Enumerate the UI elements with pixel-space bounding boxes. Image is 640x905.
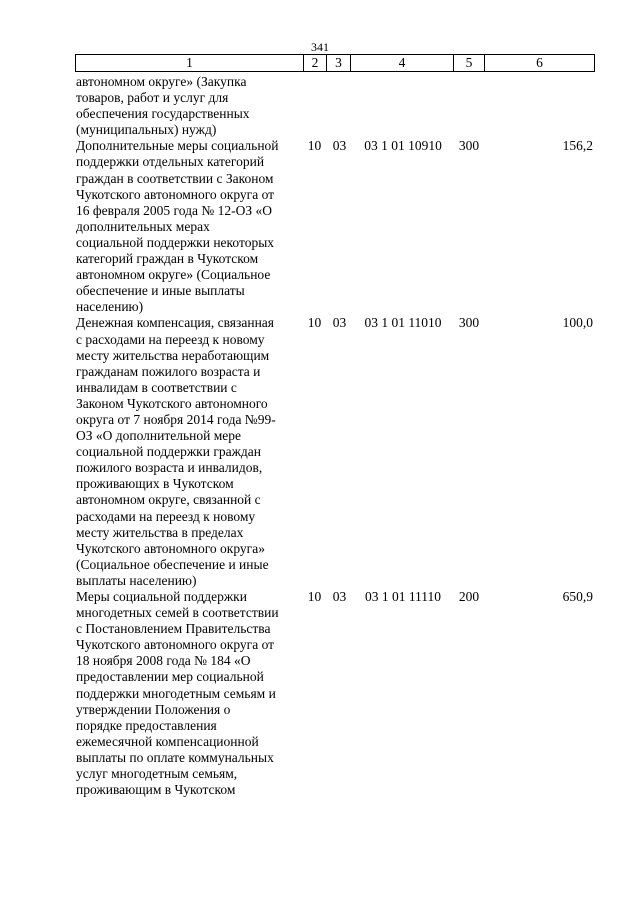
row-amount	[485, 74, 596, 138]
table-row	[76, 589, 596, 798]
header-col-4: 4	[351, 55, 454, 71]
header-col-3: 3	[327, 55, 351, 71]
row-target-code: 03 1 01 11010	[364, 315, 442, 331]
row-subsection: 03	[332, 589, 347, 604]
row-subsection	[326, 74, 353, 138]
row-description: автономном округе» (Закупка товаров, работ и услуг для обеспечения государственных (муниципальных) нужд)	[76, 74, 250, 138]
row-target-code: 03 1 01 10910	[364, 138, 442, 154]
header-col-5: 5	[454, 55, 485, 71]
table-row	[76, 138, 596, 315]
row-section	[303, 74, 326, 138]
row-section: 10	[307, 589, 322, 604]
row-description: Денежная компенсация, связанная с расходами на переезд к новому месту жительства неработающим гражданам пожилого возраста и инвалидам в соответствии с Законом Чукотского автономного округа от 7 ноября 2014 года №99- ОЗ «О дополнительной мере социальной поддержки граждан пожилого возраста и инвалидов, проживающих в Чукотском автономном округе, связанной с расходами на переезд к новому месту жительства в пределах Чукотского автономного округа» (Социальное обеспечение и иные выплаты населению)	[76, 315, 276, 588]
page-number: 341	[311, 40, 329, 54]
row-subsection: 03	[332, 138, 347, 154]
row-description: Дополнительные меры социальной поддержки отдельных категорий граждан в соответствии с Законом Чукотского автономного округа от 16 февраля 2005 года № 12-ОЗ «О дополнительных мерах социальной поддержки некоторых категорий граждан в Чукотском автономном округе» (Социальное обеспечение и иные выплаты населению)	[76, 138, 279, 315]
row-section: 10	[307, 138, 322, 154]
row-expense-type	[453, 74, 485, 138]
table-row	[76, 315, 596, 589]
header-col-1: 1	[76, 55, 304, 71]
row-expense-type: 200	[458, 589, 480, 604]
row-expense-type: 300	[458, 315, 480, 331]
row-amount: 650,9	[562, 589, 593, 604]
row-target-code: 03 1 01 11110	[364, 589, 442, 604]
row-target-code	[353, 74, 453, 138]
header-col-2: 2	[304, 55, 327, 71]
row-description: Меры социальной поддержки многодетных семей в соответствии с Постановлением Правительства Чукотского автономного округа от 18 ноября 2008 года № 184 «О предоставлении мер социальной поддержки многодетным семьям и утверждении Положения о порядке предоставления ежемесячной компенсационной выплаты по оплате коммунальных услуг многодетным семьям, проживающим в Чукотском	[76, 589, 279, 798]
row-subsection: 03	[332, 315, 347, 331]
table-header	[75, 54, 595, 72]
header-col-6: 6	[536, 55, 543, 70]
table-row	[76, 74, 596, 138]
row-amount: 100,0	[562, 315, 593, 331]
row-amount: 156,2	[562, 138, 593, 154]
table-body	[76, 74, 596, 798]
row-expense-type: 300	[458, 138, 480, 154]
row-section: 10	[307, 315, 322, 331]
